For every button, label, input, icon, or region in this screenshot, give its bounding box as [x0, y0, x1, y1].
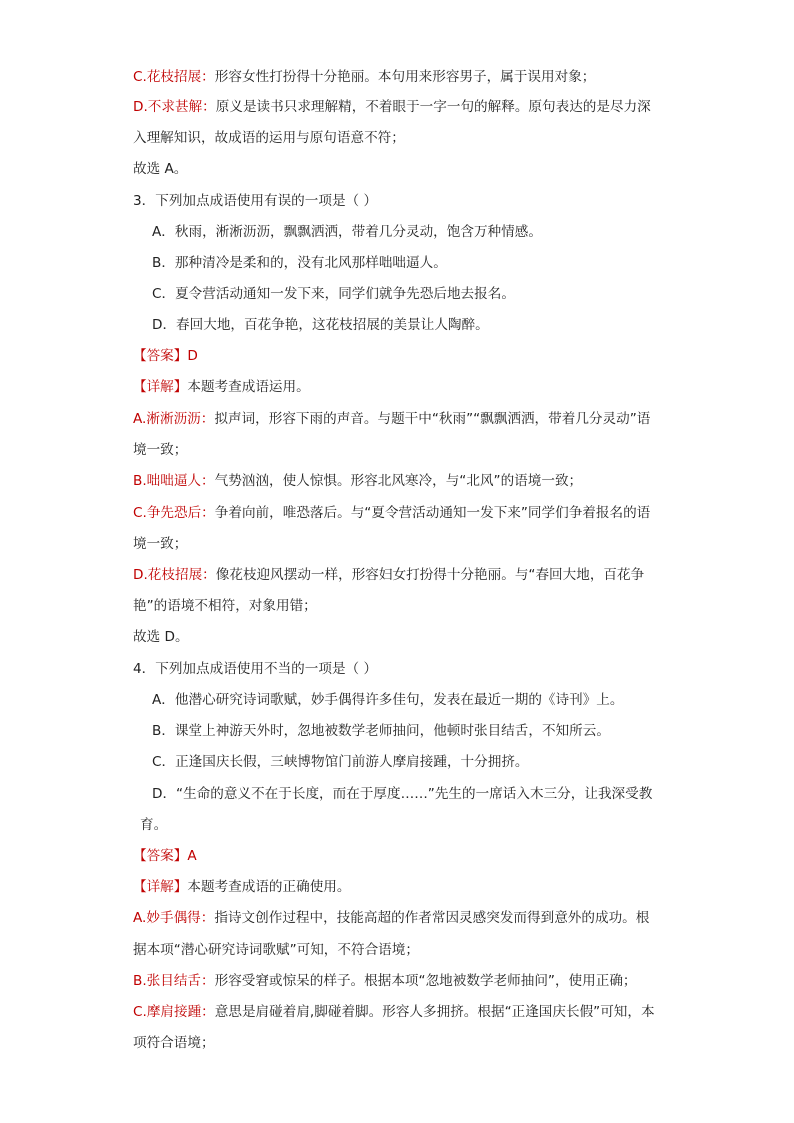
q4-a-label: A.妙手偶得：: [133, 910, 215, 926]
q3-detail: [133, 377, 673, 397]
q4-question: 4．下列加点成语使用不当的一项是（ ）: [133, 661, 378, 677]
q4-analysis-c: [133, 1002, 673, 1022]
q4-c-label: C.摩肩接踵：: [133, 1004, 215, 1020]
q3-option-c: C．夏令营活动通知一发下来，同学们就争先恐后地去报名。: [152, 286, 515, 302]
q3-c-text-1: 争着向前，唯恐落后。与“夏令营活动通知一发下来”同学们争着报名的语: [214, 505, 651, 521]
q2-d-label: D.不求甚解：: [133, 99, 216, 115]
q3-question: 3．下列加点成语使用有误的一项是（ ）: [133, 193, 378, 209]
q4-detail-tag: 【详解】: [133, 879, 188, 895]
q4-b-text: 形容受窘或惊呆的样子。根据本项“忽地被数学老师抽问”，使用正确；: [214, 973, 637, 989]
q4-detail: [133, 877, 673, 897]
q4-detail-intro: 本题考查成语的正确使用。: [187, 879, 351, 895]
q2-c-label: C.花枝招展：: [133, 69, 215, 85]
q2-d-text-1: 原义是读书只求理解精，不着眼于一字一句的解释。原句表达的是尽力深: [215, 99, 651, 115]
q4-answer-value: A: [187, 848, 197, 864]
q4-c-continuation: 项符合语境；: [133, 1035, 215, 1051]
q3-analysis-c: [133, 503, 673, 523]
q4-b-label: B.张目结舌：: [133, 973, 215, 989]
q4-a-text-1: 指诗文创作过程中，技能高超的作者常因灵感突发而得到意外的成功。根: [214, 910, 650, 926]
q2-conclusion: 故选 A。: [133, 161, 188, 177]
q4-answer-tag: 【答案】: [133, 848, 188, 864]
q2-d-continuation: 入理解知识，故成语的运用与原句语意不符；: [133, 130, 405, 146]
q3-detail-intro: 本题考查成语运用。: [187, 379, 310, 395]
q3-answer-tag: 【答案】: [133, 348, 188, 364]
q2-analysis-d: [133, 97, 673, 117]
q3-b-text: 气势汹汹，使人惊惧。形容北风寒冷，与“北风”的语境一致；: [214, 473, 583, 489]
q3-detail-tag: 【详解】: [133, 379, 188, 395]
q2-c-text: 形容女性打扮得十分艳丽。本句用来形容男子，属于误用对象；: [214, 69, 596, 85]
q3-d-continuation: 艳”的语境不相符，对象用错；: [133, 598, 317, 614]
q4-option-c: C．正逢国庆长假，三峡博物馆门前游人摩肩接踵，十分拥挤。: [152, 754, 529, 770]
q3-a-text-1: 拟声词，形容下雨的声音。与题干中“秋雨”“飘飘洒洒，带着几分灵动”语: [214, 411, 651, 427]
q3-conclusion: 故选 D。: [133, 629, 189, 645]
q4-c-text-1: 意思是肩碰着肩,脚碰着脚。形容人多拥挤。根据“正逢国庆长假”可知，本: [214, 1004, 655, 1020]
q4-option-d-continuation: 育。: [140, 817, 168, 833]
q4-answer: [133, 846, 673, 866]
q3-c-label: C.争先恐后：: [133, 505, 215, 521]
q3-option-b: B．那种清冷是柔和的，没有北风那样咄咄逼人。: [152, 255, 447, 271]
q3-answer-value: D: [187, 348, 198, 364]
q2-analysis-c: [133, 67, 673, 87]
q4-option-a: A．他潜心研究诗词歌赋，妙手偶得许多佳句，发表在最近一期的《诗刊》上。: [152, 692, 624, 708]
q3-d-text-1: 像花枝迎风摆动一样，形容妇女打扮得十分艳丽。与“春回大地，百花争: [215, 567, 645, 583]
q3-a-continuation: 境一致；: [133, 442, 188, 458]
q4-a-continuation: 据本项“潜心研究诗词歌赋”可知，不符合语境；: [133, 942, 419, 958]
q3-answer: [133, 346, 673, 366]
q4-analysis-b: [133, 971, 673, 991]
q4-option-b: B．课堂上神游天外时，忽地被数学老师抽问，他顿时张目结舌，不知所云。: [152, 723, 610, 739]
q4-option-d: D．“生命的意义不在于长度，而在于厚度……”先生的一席话入木三分，让我深受教: [152, 786, 653, 802]
q3-option-a: A．秋雨，淅淅沥沥，飘飘洒洒，带着几分灵动，饱含万种情感。: [152, 224, 542, 240]
q3-analysis-a: [133, 409, 673, 429]
q4-analysis-a: [133, 908, 673, 928]
q3-analysis-d: [133, 565, 673, 585]
q3-c-continuation: 境一致；: [133, 536, 188, 552]
q3-option-d: D．春回大地，百花争艳，这花枝招展的美景让人陶醉。: [152, 317, 489, 333]
q3-analysis-b: [133, 471, 673, 491]
q3-b-label: B.咄咄逼人：: [133, 473, 215, 489]
q3-d-label: D.花枝招展：: [133, 567, 216, 583]
q3-a-label: A.淅淅沥沥：: [133, 411, 215, 427]
